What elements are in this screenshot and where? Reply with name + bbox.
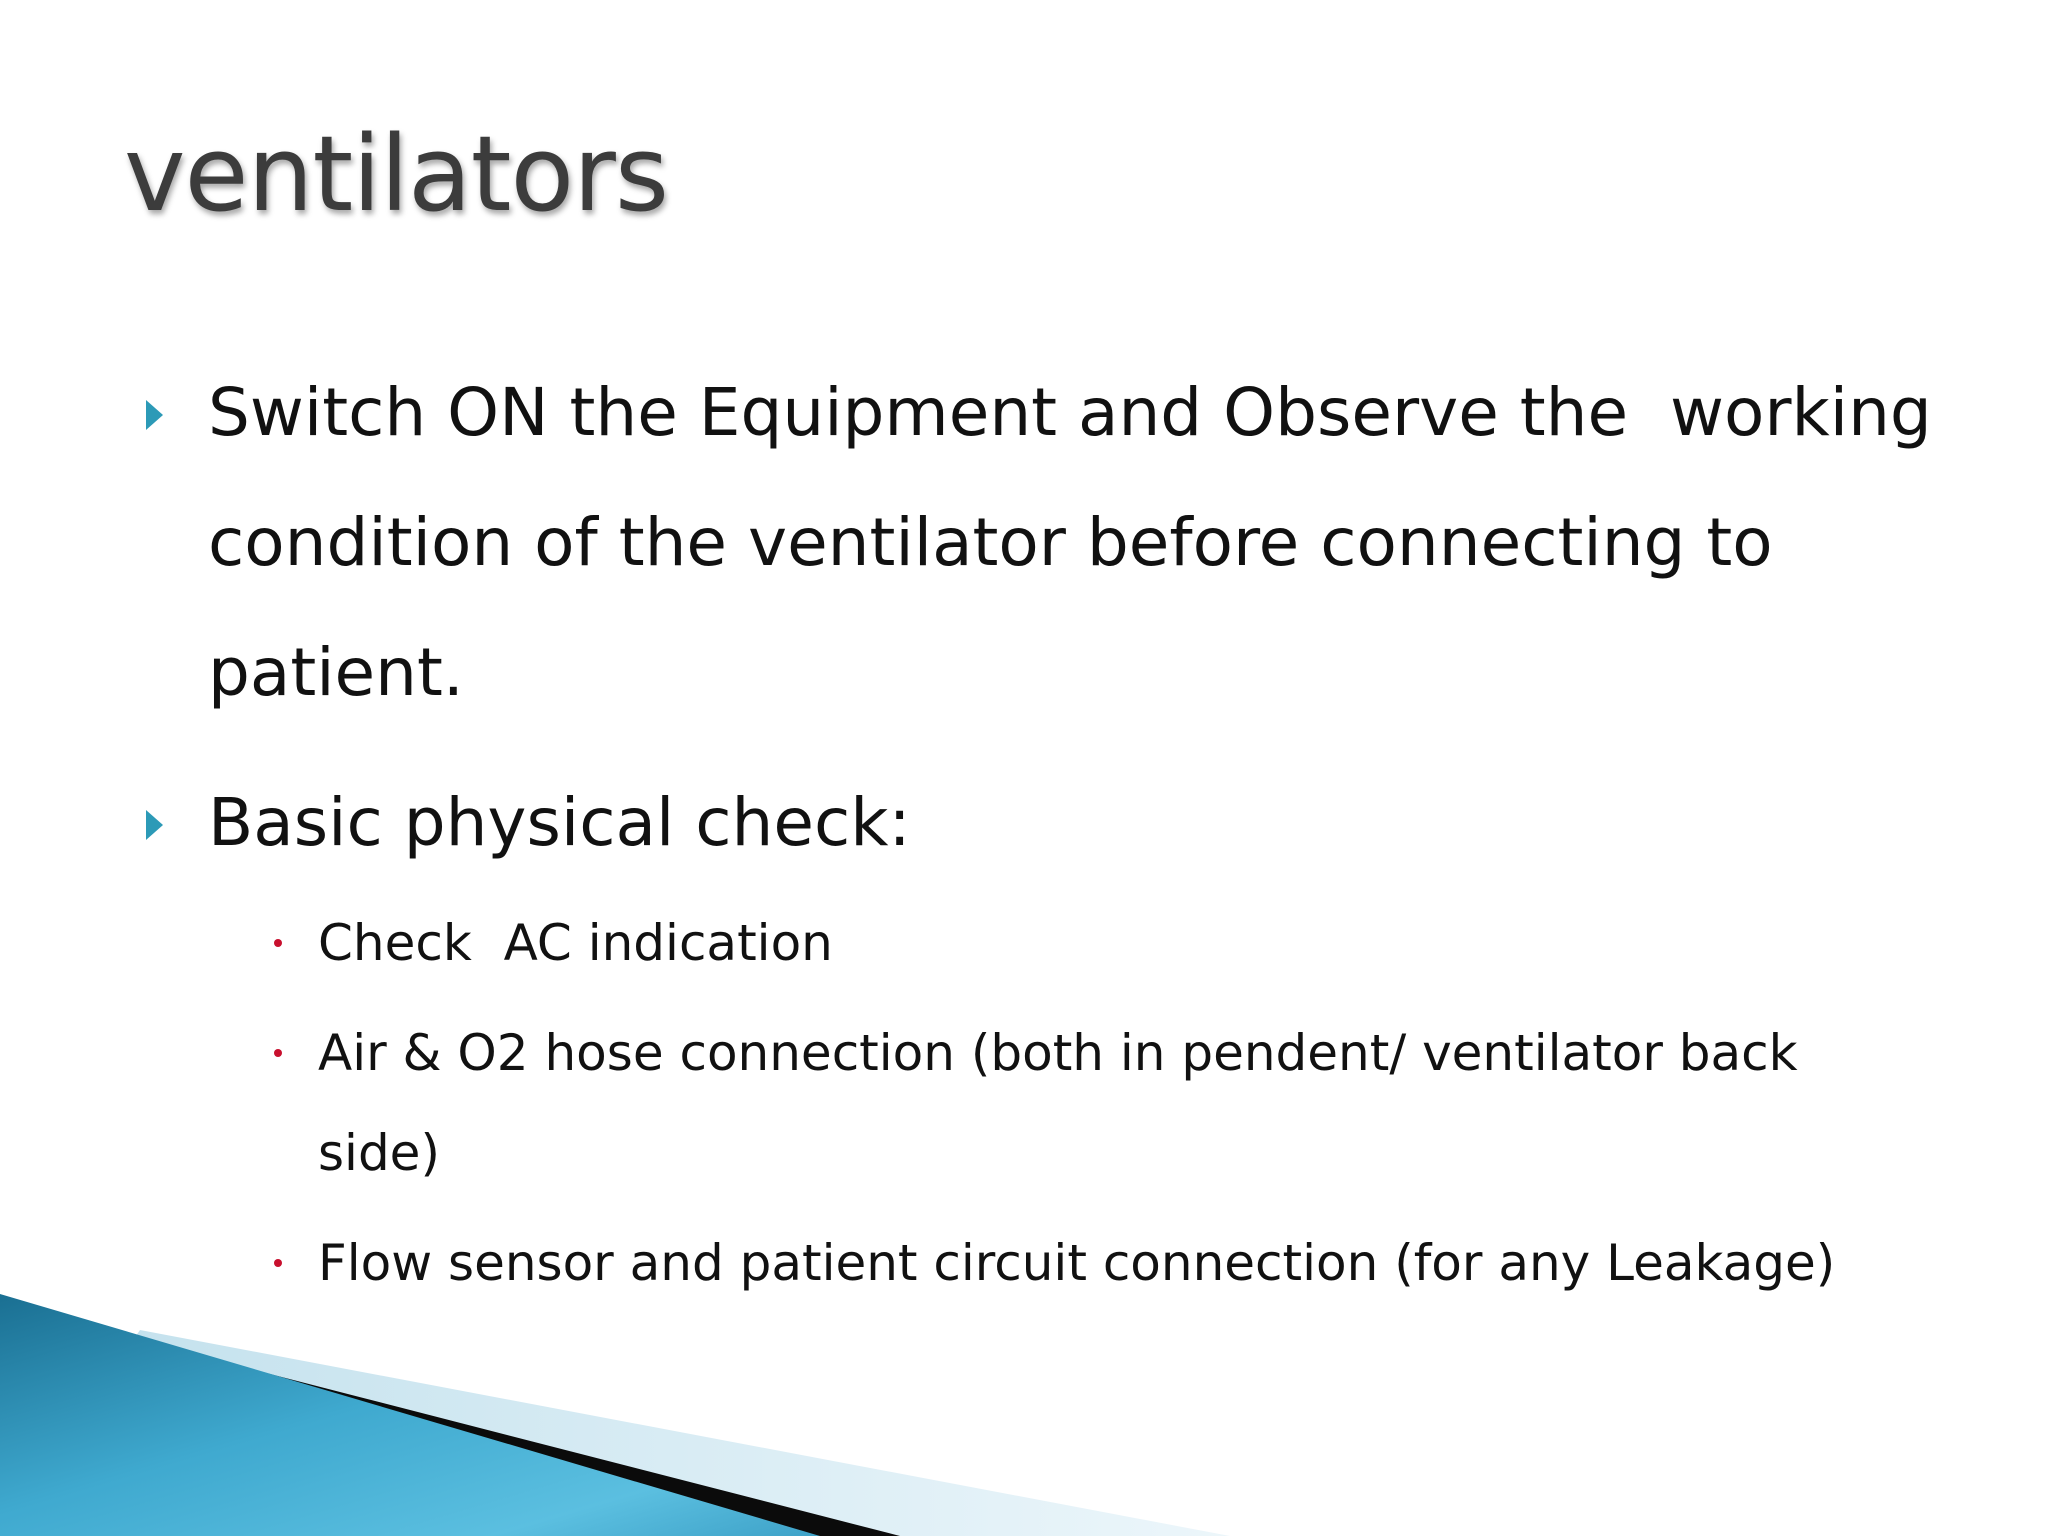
triangle-bullet-icon [146,400,163,430]
sub-bullet-item [318,1213,1878,1313]
bullet-item [208,348,1968,738]
sub-bullet-text: Check AC indication [318,914,833,972]
bullet-item [208,758,1968,888]
dot-bullet-icon [274,939,282,947]
dot-bullet-icon [274,1049,282,1057]
sub-bullet-item [318,893,1878,993]
slide-title: ventilators [124,113,669,235]
sub-bullet-text: Flow sensor and patient circuit connection (for any Leakage) [318,1234,1836,1292]
sub-bullet-text: Air & O2 hose connection (both in pendent/ ventilator back side) [318,1024,1814,1182]
bullet-text: Basic physical check: [208,784,911,861]
dot-bullet-icon [274,1259,282,1267]
bullet-text: Switch ON the Equipment and Observe the working condition of the ventilator before connecting to patient. [208,374,1953,711]
triangle-bullet-icon [146,810,163,840]
sub-bullet-item [318,1003,1878,1203]
